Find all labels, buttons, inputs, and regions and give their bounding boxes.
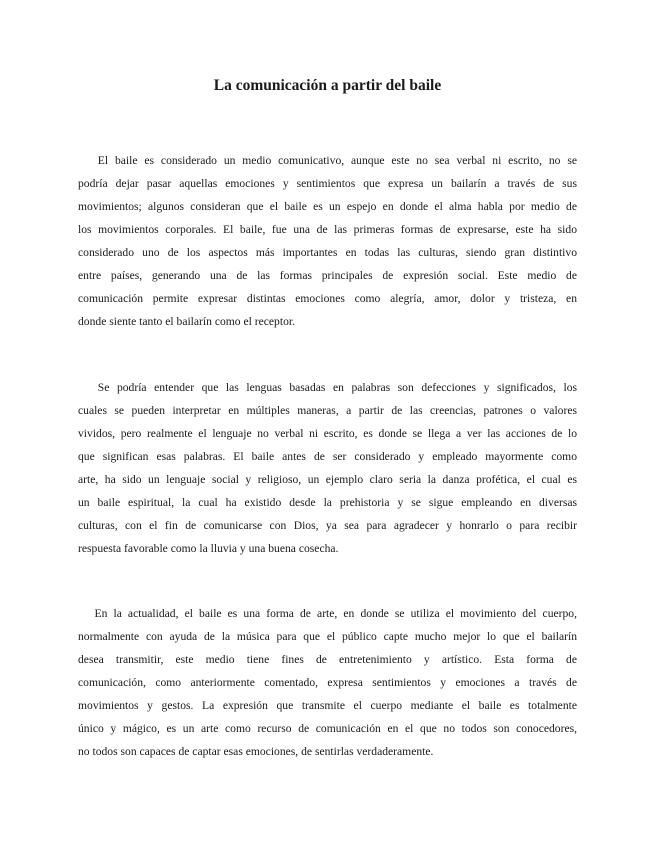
paragraph-line: cuales se pueden interpretar en múltiples maneras, a partir de las creencias, patrones o valores <box>78 404 577 417</box>
paragraph-line: podría dejar pasar aquellas emociones y sentimientos que expresa un bailarín a través de sus <box>78 177 577 190</box>
paragraph-line: un baile espiritual, la cual ha existido desde la prehistoria y se sigue empleando en diversas <box>78 496 577 509</box>
paragraph-3 <box>78 602 577 763</box>
paragraph-line: movimientos y gestos. La expresión que transmite el cuerpo mediante el baile es totalmente <box>78 699 577 712</box>
paragraph-line: único y mágico, es un arte como recurso de comunicación en el que no todos son conocedores, <box>78 722 577 735</box>
paragraph-line: desea transmitir, este medio tiene fines de entretenimiento y artístico. Esta forma de <box>78 653 577 666</box>
paragraph-2 <box>78 376 577 560</box>
paragraph-line: comunicación, como anteriormente comentado, expresa sentimientos y emociones a través de <box>78 676 577 689</box>
paragraph-line: arte, ha sido un lenguaje social y religioso, un ejemplo claro seria la danza profética, el cual es <box>78 473 577 486</box>
paragraph-line: El baile es considerado un medio comunicativo, aunque este no sea verbal ni escrito, no se <box>97 154 577 167</box>
paragraph-line: no todos son capaces de captar esas emociones, de sentirlas verdaderamente. <box>78 745 434 758</box>
paragraph-line: comunicación permite expresar distintas emociones como alegría, amor, dolor y tristeza, en <box>78 292 577 305</box>
paragraph-line: respuesta favorable como la lluvia y una buena cosecha. <box>78 542 339 555</box>
paragraph-1 <box>78 149 577 333</box>
paragraph-line: movimientos; algunos consideran que el baile es un espejo en donde el alma habla por medio de <box>78 200 577 213</box>
paragraph-line: culturas, con el fin de comunicarse con Dios, ya sea para agradecer y honrarlo o para recibir <box>78 519 577 532</box>
paragraph-line: vividos, pero realmente el lenguaje no verbal ni escrito, es donde se llega a ver las acciones de lo <box>78 427 577 440</box>
document-title: La comunicación a partir del baile <box>213 77 442 94</box>
paragraph-line: normalmente con ayuda de la música para que el público capte mucho mejor lo que el bailarín <box>78 630 577 643</box>
paragraph-line: entre países, generando una de las formas principales de expresión social. Este medio de <box>78 269 577 282</box>
paragraph-line: donde siente tanto el bailarín como el receptor. <box>78 315 295 328</box>
paragraph-line: los movimientos corporales. El baile, fue una de las primeras formas de expresarse, este ha sido <box>78 223 577 236</box>
paragraph-line: En la actualidad, el baile es una forma de arte, en donde se utiliza el movimiento del cuerpo, <box>94 607 577 620</box>
paragraph-line: que significan esas palabras. El baile antes de ser considerado y empleado mayormente como <box>78 450 577 463</box>
paragraph-line: Se podría entender que las lenguas basadas en palabras son defecciones y significados, los <box>97 381 577 394</box>
paragraph-line: considerado uno de los aspectos más importantes en todas las culturas, siendo gran distintivo <box>78 246 577 259</box>
